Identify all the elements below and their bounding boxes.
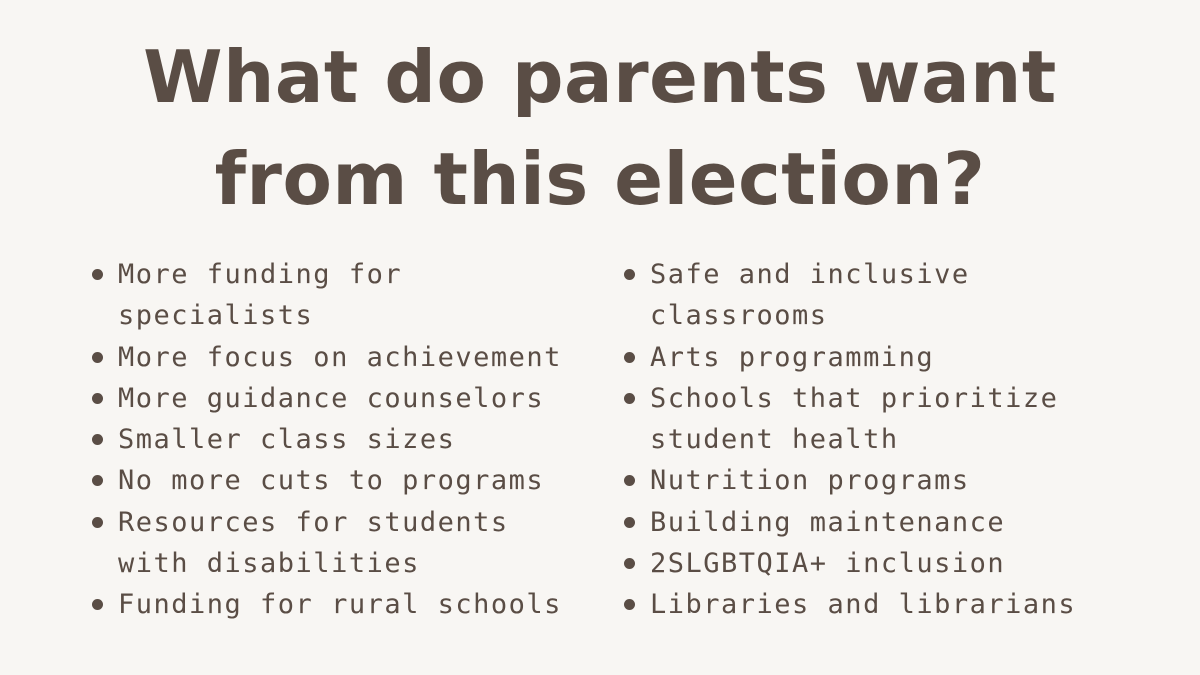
- list-item-text: Funding for rural schools: [118, 589, 562, 621]
- list-item-text: Resources for students with disabilities: [118, 506, 509, 580]
- bullet-dot-icon: [624, 558, 635, 569]
- list-item: [90, 460, 590, 501]
- bullet-dot-icon: [92, 475, 103, 486]
- list-item-text: Libraries and librarians: [650, 589, 1077, 621]
- bullet-dot-icon: [92, 352, 103, 363]
- list-item: [90, 254, 590, 337]
- right-bullet-list: [622, 254, 1142, 626]
- list-item-text: More funding for specialists: [118, 259, 403, 332]
- list-item-text: Arts programming: [650, 341, 935, 373]
- list-item: [90, 584, 590, 625]
- list-item-text: No more cuts to programs: [118, 465, 545, 497]
- bullet-dot-icon: [92, 599, 103, 610]
- list-item-text: Nutrition programs: [650, 465, 970, 497]
- list-item: [622, 584, 1142, 625]
- list-item: [90, 337, 590, 378]
- list-item: [90, 419, 590, 460]
- list-item-text: Safe and inclusive classrooms: [650, 259, 970, 332]
- bullet-dot-icon: [624, 393, 635, 404]
- bullet-dot-icon: [624, 517, 635, 528]
- list-item: [622, 378, 1142, 461]
- list-item: [90, 502, 590, 585]
- list-item: [90, 378, 590, 419]
- list-item-text: 2SLGBTQIA+ inclusion: [650, 548, 1006, 580]
- bullet-dot-icon: [92, 434, 103, 445]
- bullet-dot-icon: [624, 352, 635, 363]
- title-line-2: from this election?: [214, 137, 986, 221]
- bullet-dot-icon: [624, 599, 635, 610]
- list-item: [622, 337, 1142, 378]
- list-item: [622, 502, 1142, 543]
- list-item-text: More guidance counselors: [118, 382, 545, 414]
- bullet-dot-icon: [624, 475, 635, 486]
- list-item-text: More focus on achievement: [118, 341, 562, 373]
- left-bullet-list: [90, 254, 590, 626]
- bullet-dot-icon: [92, 393, 103, 404]
- list-item-text: Schools that prioritize student health: [650, 382, 1059, 456]
- bullet-dot-icon: [92, 517, 103, 528]
- title-line-1: What do parents want: [143, 35, 1057, 119]
- bullet-dot-icon: [92, 269, 103, 280]
- list-item: [622, 254, 1142, 337]
- list-item: [622, 543, 1142, 584]
- list-item-text: Smaller class sizes: [118, 424, 456, 456]
- list-item-text: Building maintenance: [650, 506, 1006, 538]
- bullet-dot-icon: [624, 269, 635, 280]
- list-item: [622, 460, 1142, 501]
- page-title: [0, 26, 1200, 230]
